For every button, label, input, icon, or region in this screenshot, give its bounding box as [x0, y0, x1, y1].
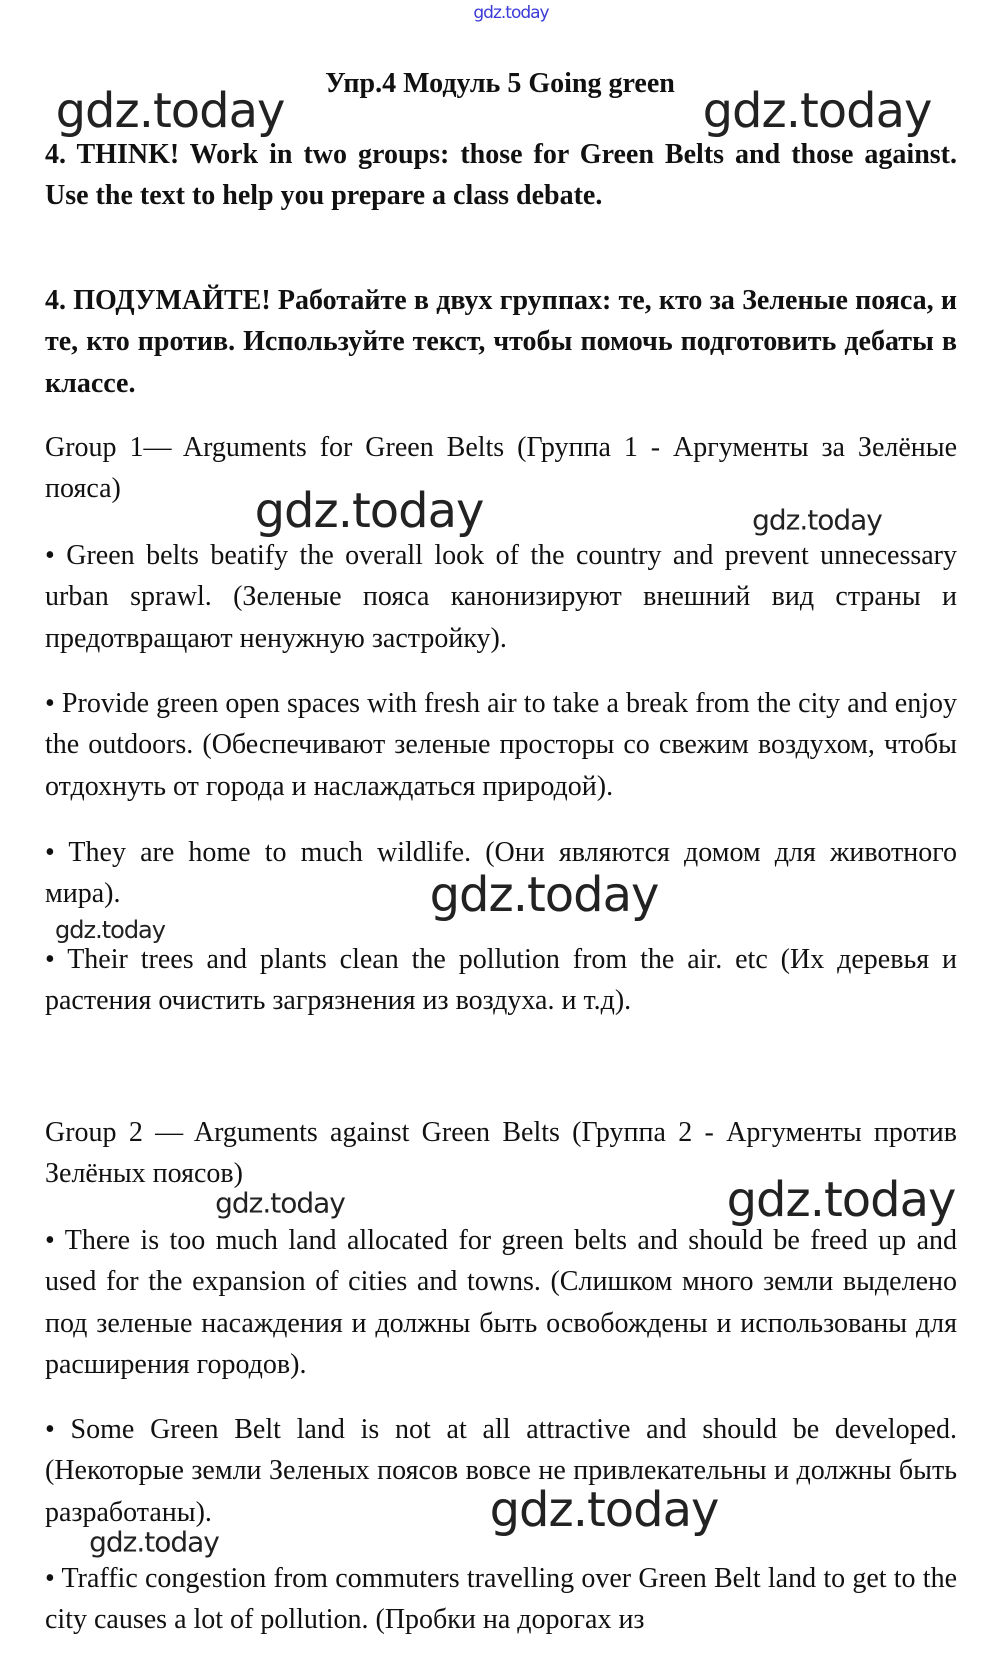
list-item: • They are home to much wildlife. (Они являются домом для животного мира).	[45, 837, 957, 910]
watermark: gdz.today	[215, 1186, 345, 1220]
list-item: • Some Green Belt land is not at all attractive and should be developed. (Некоторые земли Зеленых поясов вовсе не привлекательны и должны быть разработаны).	[45, 1414, 957, 1528]
watermark: gdz.today	[89, 1525, 219, 1559]
watermark: gdz.today	[55, 83, 285, 139]
watermark: gdz.today	[702, 83, 932, 139]
watermark: gdz.today	[55, 916, 165, 944]
list-item: • Green belts beatify the overall look of the country and prevent unnecessary urban sprawl. (Зеленые пояса канонизируют внешний вид страны и предотвращают ненужную застройку).	[45, 540, 957, 654]
task-english: 4. THINK! Work in two groups: those for Green Belts and those against. Use the text to help you prepare a class debate.	[45, 139, 957, 212]
list-item: • Provide green open spaces with fresh air to take a break from the city and enjoy the outdoors. (Обеспечивают зеленые просторы со свежим воздухом, чтобы отдохнуть от города и наслаждаться природой).	[45, 688, 957, 802]
watermark: gdz.today	[726, 1172, 956, 1228]
list-item: • Their trees and plants clean the pollution from the air. etc (Их деревья и растения очистить загрязнения из воздуха. и т.д).	[45, 944, 957, 1017]
watermark: gdz.today	[489, 1482, 719, 1538]
watermark: gdz.today	[254, 483, 484, 539]
task-russian: 4. ПОДУМАЙТЕ! Работайте в двух группах: те, кто за Зеленые пояса, и те, кто против. Используйте текст, чтобы помочь подготовить дебаты в классе.	[45, 285, 957, 399]
page-title: Упр.4 Модуль 5 Going green	[325, 68, 675, 99]
list-item: • There is too much land allocated for green belts and should be freed up and used for the expansion of cities and towns. (Слишком много земли выделено под зеленые насаждения и должны быть освобождены и использованы для расширения городов).	[45, 1225, 957, 1381]
watermark: gdz.today	[473, 3, 549, 23]
watermark: gdz.today	[752, 503, 882, 537]
list-item: • Traffic congestion from commuters travelling over Green Belt land to get to the city causes a lot of pollution. (Пробки на дорогах из	[45, 1563, 957, 1636]
watermark: gdz.today	[429, 867, 659, 923]
group2-heading: Group 2 — Arguments against Green Belts (Группа 2 - Аргументы против Зелёных поясов)	[45, 1117, 957, 1190]
group1-heading: Group 1— Arguments for Green Belts (Группа 1 - Аргументы за Зелёные пояса)	[45, 432, 957, 505]
